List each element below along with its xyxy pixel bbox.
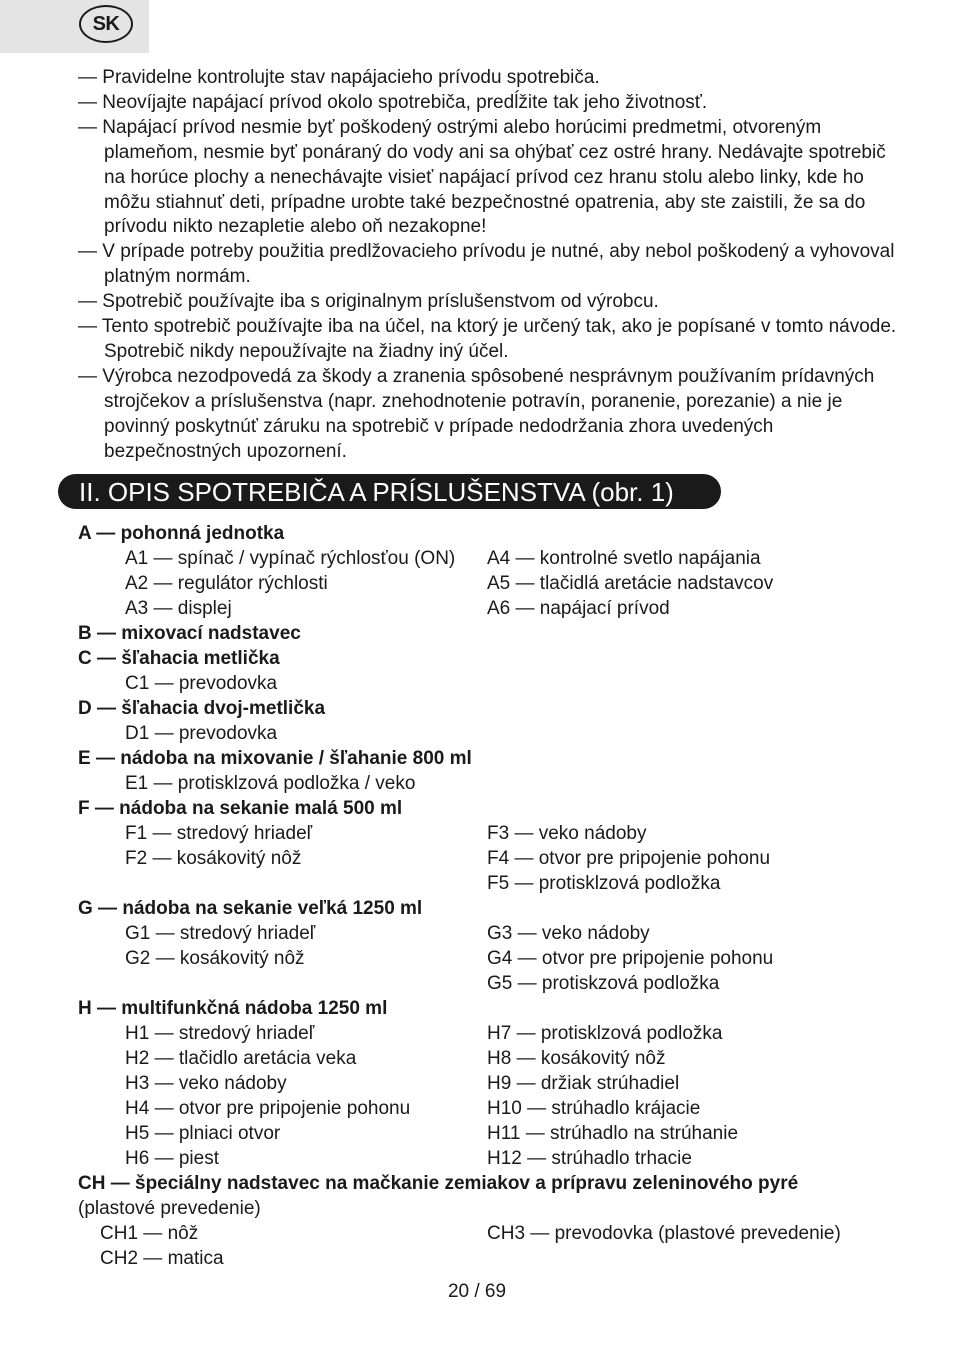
part-item: A3 — displej [125, 598, 232, 619]
warning-item: — Tento spotrebič používajte iba na účel, na ktorý je určený tak, ako je popísané v tomto návode. Spotrebič nikdy nepoužívajte na žiadny iný účel. [78, 316, 897, 362]
part-group-heading: D — šľahacia dvoj-metlička [78, 698, 326, 719]
part-item: H8 — kosákovitý nôž [487, 1048, 666, 1069]
part-item: H3 — veko nádoby [125, 1073, 287, 1094]
part-item: G2 — kosákovitý nôž [125, 948, 305, 969]
part-item: A1 — spínač / vypínač rýchlosťou (ON) [125, 548, 456, 569]
part-group-heading: B — mixovací nadstavec [78, 623, 301, 644]
part-group-heading: G — nádoba na sekanie veľká 1250 ml [78, 898, 423, 919]
part-item: F5 — protisklzová podložka [487, 873, 721, 894]
part-item: F3 — veko nádoby [487, 823, 647, 844]
part-item: CH3 — prevodovka (plastové prevedenie) [487, 1223, 841, 1244]
part-group-heading: E — nádoba na mixovanie / šľahanie 800 ml [78, 748, 472, 769]
part-group-heading: F — nádoba na sekanie malá 500 ml [78, 798, 403, 819]
part-item: H12 — strúhadlo trhacie [487, 1148, 692, 1169]
warning-item: — Napájací prívod nesmie byť poškodený ostrými alebo horúcimi predmetmi, otvoreným plameňom, nesmie byť ponáraný do vody ani sa ohýbať cez ostré hrany. Nedávajte spotrebič na horúce plochy a nenechávajte visieť napájací prívod cez hranu stolu alebo linky, kde ho môžu stiahnuť deti, prípadne urobte také bezpečnostné opatrenia, aby ste zaistili, že sa do prívodu nikto nezapletie alebo oň nezakopne! [78, 116, 886, 238]
part-item: H4 — otvor pre pripojenie pohonu [125, 1098, 411, 1119]
part-item: F2 — kosákovitý nôž [125, 848, 302, 869]
part-item: G5 — protiskzová podložka [487, 973, 720, 994]
part-item: A6 — napájací prívod [487, 598, 670, 619]
part-item: H11 — strúhadlo na strúhanie [487, 1123, 739, 1144]
part-item: A2 — regulátor rýchlosti [125, 573, 328, 594]
part-item: H9 — držiak strúhadiel [487, 1073, 680, 1094]
part-item: F4 — otvor pre pripojenie pohonu [487, 848, 771, 869]
part-item: A5 — tlačidlá aretácie nadstavcov [487, 573, 774, 594]
language-tab [0, 0, 149, 53]
part-item: D1 — prevodovka [125, 723, 278, 744]
part-item: G4 — otvor pre pripojenie pohonu [487, 948, 774, 969]
warning-item: — V prípade potreby použitia predlžovacieho prívodu je nutné, aby nebol poškodený a vyhovoval platným normám. [78, 241, 895, 288]
part-item: H1 — stredový hriadeľ [125, 1023, 315, 1044]
part-item: G3 — veko nádoby [487, 923, 650, 944]
part-item: G1 — stredový hriadeľ [125, 923, 316, 944]
part-item: H7 — protisklzová podložka [487, 1023, 723, 1044]
part-item: H10 — strúhadlo krájacie [487, 1098, 701, 1119]
warning-item: — Spotrebič používajte iba s originalnym príslušenstvom od výrobcu. [78, 291, 659, 313]
warning-item: — Výrobca nezodpovedá za škody a zranenia spôsobené nesprávnym používaním prídavných strojčekov a príslušenstva (napr. znehodnotenie potravín, poranenie, porezanie) a nie je povinný poskytnúť záruku na spotrebič v prípade nedodržania zhora uvedených bezpečnostných upozornení. [78, 365, 875, 462]
part-item: H6 — piest [125, 1148, 219, 1169]
part-item: H2 — tlačidlo aretácia veka [125, 1048, 357, 1069]
part-group-heading: CH — špeciálny nadstavec na mačkanie zemiakov a prípravu zeleninového pyré [78, 1173, 799, 1194]
page-number: 20 / 69 [447, 1281, 507, 1302]
part-group-heading: A — pohonná jednotka [78, 523, 285, 544]
part-item: C1 — prevodovka [125, 673, 278, 694]
part-group-heading: C — šľahacia metlička [78, 648, 280, 669]
part-item: CH2 — matica [100, 1248, 224, 1269]
section-heading: II. OPIS SPOTREBIČA A PRÍSLUŠENSTVA (obr. 1) [58, 474, 721, 509]
safety-warnings [78, 66, 898, 465]
language-badge: SK [79, 5, 133, 43]
part-group-heading: H — multifunkčná nádoba 1250 ml [78, 998, 388, 1019]
part-item: F1 — stredový hriadeľ [125, 823, 313, 844]
part-item: CH1 — nôž [100, 1223, 199, 1244]
warning-item: — Pravidelne kontrolujte stav napájacieho prívodu spotrebiča. [78, 67, 600, 88]
warning-item: — Neovíjajte napájací prívod okolo spotrebiča, predĺžite tak jeho životnosť. [78, 91, 708, 113]
part-item: H5 — plniaci otvor [125, 1123, 281, 1144]
part-group-note: (plastové prevedenie) [78, 1198, 261, 1219]
part-item: E1 — protisklzová podložka / veko [125, 773, 416, 794]
part-item: A4 — kontrolné svetlo napájania [487, 548, 761, 569]
